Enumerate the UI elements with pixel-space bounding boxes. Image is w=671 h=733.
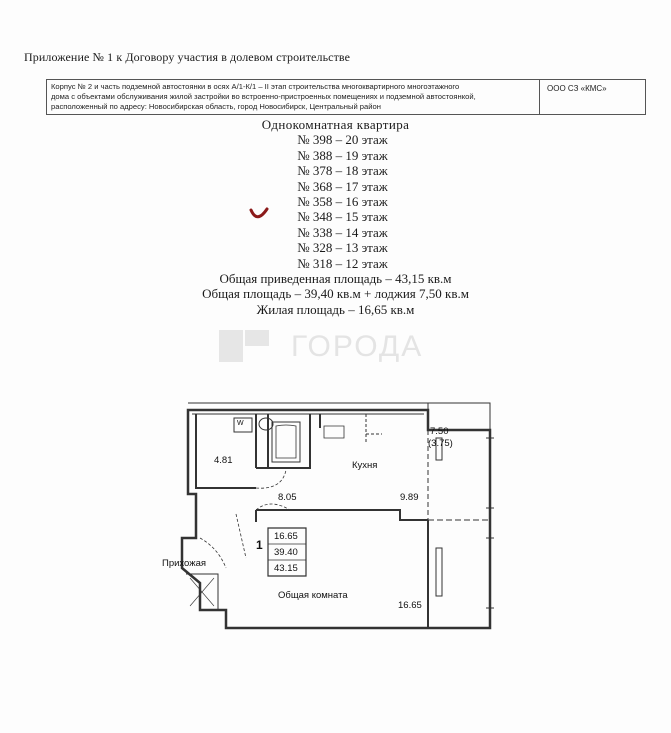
- summary-total: 39.40: [274, 547, 298, 558]
- bathroom-area: 4.81: [214, 455, 233, 466]
- watermark-text: ГОРОДА: [291, 330, 424, 363]
- description-line: Корпус № 2 и часть подземной автостоянки в осях А/1-К/1 – II этап строительства многоквартирного многоэтажного: [51, 82, 460, 91]
- apartment-info: [0, 117, 671, 317]
- washer-label: W: [237, 420, 244, 427]
- hand-tick-icon: [248, 206, 270, 226]
- watermark-logo-icon: [217, 328, 273, 364]
- living-area: Жилая площадь – 16,65 кв.м: [256, 301, 415, 317]
- reduced-area: Общая приведенная площадь – 43,15 кв.м: [219, 271, 452, 287]
- floor-line: № 318 – 12 этаж: [297, 255, 388, 271]
- kitchen-area: 9.89: [400, 492, 419, 503]
- floor-line: № 328 – 13 этаж: [297, 240, 388, 256]
- floor-line: № 378 – 18 этаж: [297, 163, 388, 179]
- table-divider: [539, 80, 540, 114]
- floor-line: № 338 – 14 этаж: [297, 224, 388, 240]
- summary-living: 16.65: [274, 531, 298, 542]
- description-line: дома с объектами обслуживания жилой застройки во встроенно-пристроенных помещениях и подземной автостоянкой,: [51, 92, 476, 101]
- apartment-title: Однокомнатная квартира: [261, 117, 410, 132]
- loggia-area-reduced: (3.75): [428, 438, 453, 449]
- room-label: Общая комната: [278, 590, 348, 601]
- hall-label: Прихожая: [162, 558, 207, 569]
- kitchen-label: Кухня: [352, 460, 378, 471]
- floor-plan-drawing: [160, 398, 500, 638]
- floor-line: № 388 – 19 этаж: [297, 147, 388, 163]
- floor-plan: [160, 398, 500, 638]
- room-area: 16.65: [398, 600, 422, 611]
- developer-name: ООО СЗ «КМС»: [547, 84, 607, 93]
- floor-line: № 398 – 20 этаж: [297, 132, 388, 148]
- corridor-area: 8.05: [278, 492, 297, 503]
- watermark: [217, 328, 507, 364]
- appendix-title: Приложение № 1 к Договору участия в долевом строительстве: [24, 50, 351, 64]
- floor-line: № 348 – 15 этаж: [297, 209, 388, 225]
- description-line: расположенный по адресу: Новосибирская область, город Новосибирск, Центральный район: [51, 102, 381, 111]
- project-info-table: [46, 79, 646, 115]
- summary-reduced: 43.15: [274, 563, 298, 574]
- floor-line: № 358 – 16 этаж: [297, 194, 388, 210]
- total-area: Общая площадь – 39,40 кв.м + лоджия 7,50 кв.м: [202, 286, 469, 302]
- loggia-area: 7.50: [430, 426, 449, 437]
- room-number: 1: [256, 538, 263, 552]
- floor-line: № 368 – 17 этаж: [297, 178, 388, 194]
- project-description: [51, 82, 531, 112]
